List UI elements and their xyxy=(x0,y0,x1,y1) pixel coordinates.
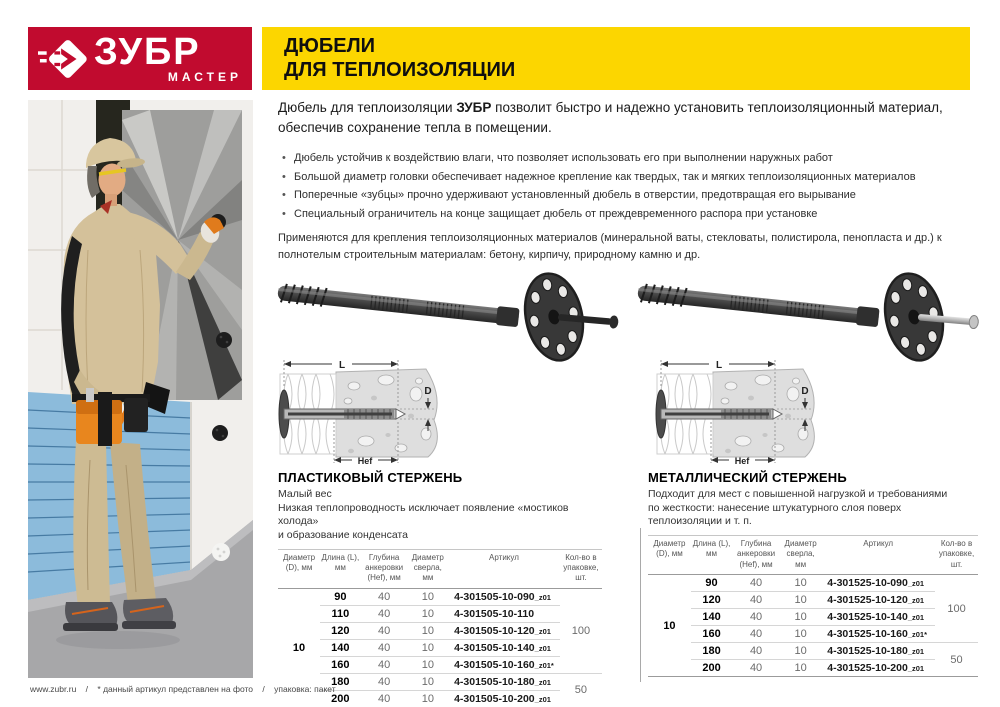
bullet-item xyxy=(282,189,982,201)
hef-cell: 40 xyxy=(732,626,780,643)
col-header: Диаметр (D), мм xyxy=(648,535,691,574)
feature-line: Низкая теплопроводность исключает появление «мостиков холода» xyxy=(278,501,569,528)
sku-suffix: _z01 xyxy=(907,664,925,674)
col-header: Артикул xyxy=(821,535,935,574)
qty-cell: 50 xyxy=(950,653,963,666)
hef-cell: 40 xyxy=(732,643,780,660)
sku-suffix: _z01 xyxy=(534,694,551,704)
bullet-item xyxy=(282,208,982,220)
diagram-diameter-label: D xyxy=(801,386,809,397)
table-row xyxy=(648,609,978,626)
hef-cell: 40 xyxy=(361,605,408,622)
drill-cell: 10 xyxy=(408,673,449,690)
hef-cell: 40 xyxy=(361,622,408,639)
length-cell: 110 xyxy=(320,605,361,622)
sku-main: 4-301505-10-110 xyxy=(454,607,535,620)
sku-main: 4-301525-10-090 xyxy=(827,577,908,590)
page-title-line1: ДЮБЕЛИ xyxy=(284,34,375,57)
sku-main: 4-301525-10-180 xyxy=(827,645,908,658)
feature-bullets xyxy=(282,152,982,226)
sku-cell xyxy=(821,626,935,643)
sku-cell xyxy=(821,592,935,609)
page-title xyxy=(262,27,970,90)
hef-cell: 40 xyxy=(732,592,780,609)
drill-cell: 10 xyxy=(408,639,449,656)
intro-brand: ЗУБР xyxy=(456,100,492,115)
logo-brand: ЗУБР xyxy=(94,31,201,73)
bullet-text: Специальный ограничитель на конце защищает дюбель от преждевременного распора при установке xyxy=(294,207,818,220)
sku-suffix: _z01 xyxy=(534,592,551,602)
sku-suffix: _z01 xyxy=(534,677,551,687)
sku-suffix: _z01 xyxy=(907,613,925,623)
intro-paragraph xyxy=(278,98,978,139)
bullet-text: Большой диаметр головки обеспечивает надежное крепление как твердых, так и мягких теплоизоляционных материалов xyxy=(294,170,916,183)
application-paragraph: Применяются для крепления теплоизоляционных материалов (минеральной ваты, стекловаты, полистирола, пенопласта и др.) к полнотелым строительным материалам: бетону, кирпичу, природному камню и др. xyxy=(278,232,942,261)
diameter-cell: 10 xyxy=(663,619,676,632)
sku-main: 4-301505-10-160 xyxy=(454,658,535,671)
sku-main: 4-301525-10-160 xyxy=(827,628,908,641)
qty-cell: 50 xyxy=(574,684,588,697)
bullet-text: Поперечные «зубцы» прочно удерживают установленный дюбель в отверстии, предотвращая его вырывание xyxy=(294,189,856,201)
drill-cell: 10 xyxy=(780,609,821,626)
section-metal xyxy=(648,470,978,677)
bullet-icon: • xyxy=(282,207,286,220)
sku-cell xyxy=(448,588,560,605)
section-divider xyxy=(640,528,641,682)
drill-cell: 10 xyxy=(408,605,449,622)
sku-suffix: _z01* xyxy=(534,660,554,670)
section-description xyxy=(648,488,978,529)
section-plastic xyxy=(278,470,602,707)
zubr-logo xyxy=(28,27,252,90)
sku-cell xyxy=(821,609,935,626)
length-cell: 120 xyxy=(320,622,361,639)
sku-main: 4-301525-10-200 xyxy=(827,662,908,675)
footer-note-photo: * данный артикул представлен на фото xyxy=(97,684,254,694)
sku-cell xyxy=(448,622,560,639)
diagram-hef-label: Hef xyxy=(357,456,373,466)
sku-main: 4-301505-10-140 xyxy=(454,641,535,654)
table-row xyxy=(648,575,978,592)
bullet-icon: • xyxy=(282,170,286,183)
table-row xyxy=(648,643,978,660)
intro-part1: Дюбель для теплоизоляции xyxy=(278,100,457,115)
drill-cell: 10 xyxy=(780,626,821,643)
hef-cell: 40 xyxy=(361,673,408,690)
diameter-cell: 10 xyxy=(292,641,306,654)
table-row xyxy=(278,656,602,673)
page-footer xyxy=(30,684,343,694)
drill-cell: 10 xyxy=(780,592,821,609)
feature-line: по жесткости: нанесение штукатурного слоя поверх xyxy=(648,501,902,514)
section-title: МЕТАЛЛИЧЕСКИЙ СТЕРЖЕНЬ xyxy=(648,470,847,485)
length-cell: 120 xyxy=(691,592,732,609)
footer-note-pack: упаковка: пакет xyxy=(274,684,336,694)
hef-cell: 40 xyxy=(732,609,780,626)
col-header: Артикул xyxy=(448,549,560,588)
sku-suffix: _z01 xyxy=(534,643,551,653)
hef-cell: 40 xyxy=(361,656,408,673)
drill-cell: 10 xyxy=(794,662,807,675)
col-header: Длина (L), мм xyxy=(691,535,732,574)
sku-suffix: _z01 xyxy=(907,579,925,589)
footer-separator: / xyxy=(85,684,89,694)
col-header: Длина (L), мм xyxy=(320,549,361,588)
feature-line: Малый вес xyxy=(278,488,332,500)
hef-cell: 40 xyxy=(749,662,763,675)
col-header: Диаметр (D), мм xyxy=(278,549,320,588)
col-header: Кол-во в упаковке, шт. xyxy=(935,535,978,574)
col-header: Диаметр сверла, мм xyxy=(780,535,821,574)
sku-cell xyxy=(821,643,935,660)
col-header: Глубина анкеровки (Hef), мм xyxy=(732,535,780,574)
drill-cell: 10 xyxy=(408,588,449,605)
bullet-item xyxy=(282,171,982,183)
length-cell: 90 xyxy=(320,588,361,605)
col-header: Диаметр сверла, мм xyxy=(408,549,449,588)
sku-main: 4-301525-10-140 xyxy=(827,611,908,624)
diagram-diameter-label: D xyxy=(424,386,432,397)
col-header: Глубина анкеровки (Hef), мм xyxy=(361,549,408,588)
feature-line: и образование конденсата xyxy=(278,528,408,541)
length-cell: 200 xyxy=(331,692,350,705)
sku-suffix: _z01 xyxy=(907,647,925,657)
sku-suffix: _z01 xyxy=(907,596,925,606)
sku-suffix: _z01 xyxy=(534,626,551,636)
diagram-length-label: L xyxy=(338,360,346,371)
drill-cell: 10 xyxy=(408,622,449,639)
table-row xyxy=(278,639,602,656)
hef-cell: 40 xyxy=(732,575,780,592)
page-title-line2: ДЛЯ ТЕПЛОИЗОЛЯЦИИ xyxy=(284,58,516,81)
section-description xyxy=(278,488,602,543)
diagram-hef-label: Hef xyxy=(734,456,750,466)
bullet-icon: • xyxy=(282,189,286,201)
diagram-length-label: L xyxy=(715,360,723,371)
feature-line: теплоизоляции и т. п. xyxy=(648,515,752,528)
length-cell: 140 xyxy=(691,609,732,626)
length-cell: 90 xyxy=(691,575,732,592)
table-row xyxy=(278,622,602,639)
hef-cell: 40 xyxy=(361,588,408,605)
sku-main: 4-301505-10-090 xyxy=(454,590,535,603)
sku-main: 4-301505-10-200 xyxy=(454,692,535,705)
table-row xyxy=(648,592,978,609)
hef-cell: 40 xyxy=(361,639,408,656)
length-cell: 160 xyxy=(691,626,732,643)
section-title: ПЛАСТИКОВЫЙ СТЕРЖЕНЬ xyxy=(278,470,463,485)
drill-cell: 10 xyxy=(780,575,821,592)
sku-cell xyxy=(448,639,560,656)
sku-suffix: _z01* xyxy=(907,630,927,640)
hef-cell: 40 xyxy=(377,692,391,705)
drill-cell: 10 xyxy=(780,643,821,660)
sku-cell xyxy=(448,673,560,690)
col-header: Кол-во в упаковке, шт. xyxy=(560,549,602,588)
logo-text xyxy=(94,33,242,84)
site-url: www.zubr.ru xyxy=(30,684,77,694)
length-cell: 160 xyxy=(320,656,361,673)
installation-diagram xyxy=(653,356,825,466)
intro-part2: позволит быстро и надежно установить теплоизоляционный материал, обеспечив сохранение тепла в помещении. xyxy=(278,100,943,136)
bullet-text: Дюбель устойчив к воздействию влаги, что позволяет использовать его при выполнении наружных работ xyxy=(294,152,833,164)
table-row xyxy=(648,660,978,677)
table-row xyxy=(278,588,602,605)
metal-spec-table xyxy=(648,535,978,677)
installation-diagram xyxy=(276,356,448,466)
worker-photo xyxy=(28,100,253,678)
drill-cell: 10 xyxy=(421,692,434,705)
bullet-item xyxy=(282,152,982,164)
length-cell: 180 xyxy=(320,673,361,690)
sku-cell xyxy=(448,690,560,707)
length-cell: 200 xyxy=(702,662,721,675)
qty-cell: 100 xyxy=(935,575,978,643)
feature-line: Подходит для мест с повышенной нагрузкой и требованиями xyxy=(648,488,948,500)
table-row xyxy=(648,626,978,643)
sku-cell xyxy=(448,605,560,622)
sku-main: 4-301525-10-120 xyxy=(827,594,908,607)
sku-cell xyxy=(448,656,560,673)
footer-separator: / xyxy=(262,684,265,694)
zubr-logo-icon xyxy=(38,36,90,82)
sku-main: 4-301505-10-120 xyxy=(454,624,535,637)
logo-subtitle: МАСТЕР xyxy=(167,70,242,84)
length-cell: 180 xyxy=(691,643,732,660)
sku-cell xyxy=(821,660,935,677)
drill-cell: 10 xyxy=(408,656,449,673)
length-cell: 140 xyxy=(320,639,361,656)
qty-cell: 100 xyxy=(560,588,602,673)
table-row xyxy=(278,605,602,622)
bullet-icon: • xyxy=(282,152,286,164)
sku-main: 4-301505-10-180 xyxy=(454,675,535,688)
sku-cell xyxy=(821,575,935,592)
